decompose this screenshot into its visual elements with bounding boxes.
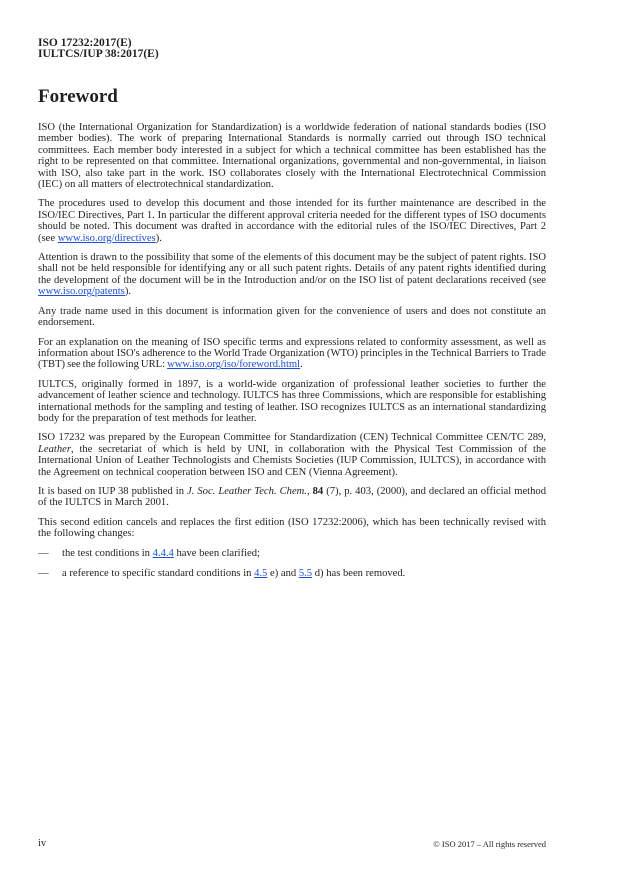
text: It is based on IUP 38 published in: [38, 485, 188, 497]
text: have been clarified;: [173, 547, 261, 559]
paragraph-trade-name: Any trade name used in this document is information given for the convenience of users and does not constitute an endorsement.: [38, 305, 546, 329]
foreword-body: [38, 122, 546, 588]
text: .: [300, 359, 303, 371]
paragraph-procedures: [38, 198, 546, 244]
text: ISO 17232 was prepared by the European Committee for Standardization (CEN) Technical Committee CEN/TC 289,: [38, 432, 546, 444]
clause-link-4-4-4[interactable]: 4.4.4: [152, 547, 174, 559]
text: Attention is drawn to the possibility that some of the elements of this document may be the subject of patent rights. ISO shall not be held responsible for identifying any or all such patent rights. Details of any patent rights identified during the development of the document will be in the Introduction and/or on the ISO list of patent declarations received (see: [38, 252, 546, 286]
text: e) and: [267, 568, 299, 579]
text: (7), p. 403, (2000), and declared an official method of the IULTCS in March 2001.: [38, 485, 546, 509]
document-identifier: [38, 38, 159, 60]
page-title: Foreword: [38, 86, 118, 107]
text: ).: [124, 286, 131, 298]
italic-text: Leather: [38, 443, 71, 455]
iultcs-reference: IULTCS/IUP 38:2017(E): [38, 48, 159, 60]
paragraph-iso-intro: ISO (the International Organization for Standardization) is a worldwide federation of national standards bodies (ISO member bodies). The work of preparing International Standards is normally carried out through ISO technical committees. Each member body interested in a subject for which a technical committee has been established has the right to be represented on that committee. International organizations, governmental and non-governmental, in liaison with ISO, also take part in the work. ISO collaborates closely with the International Electrotechnical Commission (IEC) on all matters of electrotechnical standardization.: [38, 122, 546, 191]
clause-link-5-5[interactable]: 5.5: [298, 568, 313, 579]
paragraph-conformity: [38, 337, 546, 371]
paragraph-iultcs: IULTCS, originally formed in 1897, is a world-wide organization of professional leather societies to further the advancement of leather science and technology. IULTCS has three Commissions, which are responsible for establishing international methods for the sampling and testing of leather. ISO recognizes IULTCS as an international standardizing body for the preparation of test methods for leather.: [38, 378, 546, 424]
paragraph-preparation: [38, 432, 546, 478]
dash-bullet: —: [38, 547, 49, 559]
dash-bullet: —: [38, 568, 49, 579]
paragraph-second-edition: This second edition cancels and replaces the first edition (ISO 17232:2006), which has been technically revised with the following changes:: [38, 516, 546, 540]
text: ).: [155, 232, 162, 244]
list-item-text: [62, 568, 405, 579]
journal-title: J. Soc. Leather Tech. Chem.: [187, 485, 307, 497]
iso-reference: ISO 17232:2017(E): [38, 37, 132, 49]
paragraph-patents: [38, 252, 546, 298]
text: a reference to specific standard conditions in: [62, 568, 255, 579]
list-item: [38, 548, 546, 559]
text: , the secretariat of which is held by UNI, in collaboration with the Physical Test Commission of the International Union of Leather Technologists and Chemists Societies (IUP Commission, IULTCS), in accordance with the Agreement on technical cooperation between ISO and CEN (Vienna Agreement).: [38, 443, 546, 478]
text: the test conditions in: [62, 547, 153, 559]
text: ,: [306, 485, 313, 497]
patents-link[interactable]: www.iso.org/patents: [38, 286, 125, 298]
clause-link-4-5[interactable]: 4.5: [254, 568, 268, 579]
text: d) has been removed.: [312, 568, 406, 579]
text: The procedures used to develop this document and those intended for its further maintenance are described in the ISO/IEC Directives, Part 1. In particular the different approval criteria needed for the different types of ISO documents should be noted. This document was drafted in accordance with the editorial rules of the ISO/IEC Directives, Part 2 (see: [38, 198, 546, 244]
list-item: [38, 568, 546, 579]
page-number: iv: [38, 838, 47, 849]
foreword-link[interactable]: www.iso.org/iso/foreword.html: [167, 359, 301, 371]
copyright-notice: © ISO 2017 – All rights reserved: [433, 839, 546, 849]
volume-number: 84: [312, 485, 324, 497]
paragraph-based-on: [38, 486, 546, 509]
list-item-text: [62, 548, 260, 559]
directives-link[interactable]: www.iso.org/directives: [57, 232, 156, 244]
text: For an explanation on the meaning of ISO specific terms and expressions related to conformity assessment, as well as information about ISO's adherence to the World Trade Organization (WTO) principles in the Technical Barriers to Trade (TBT) see the following URL:: [38, 336, 546, 371]
